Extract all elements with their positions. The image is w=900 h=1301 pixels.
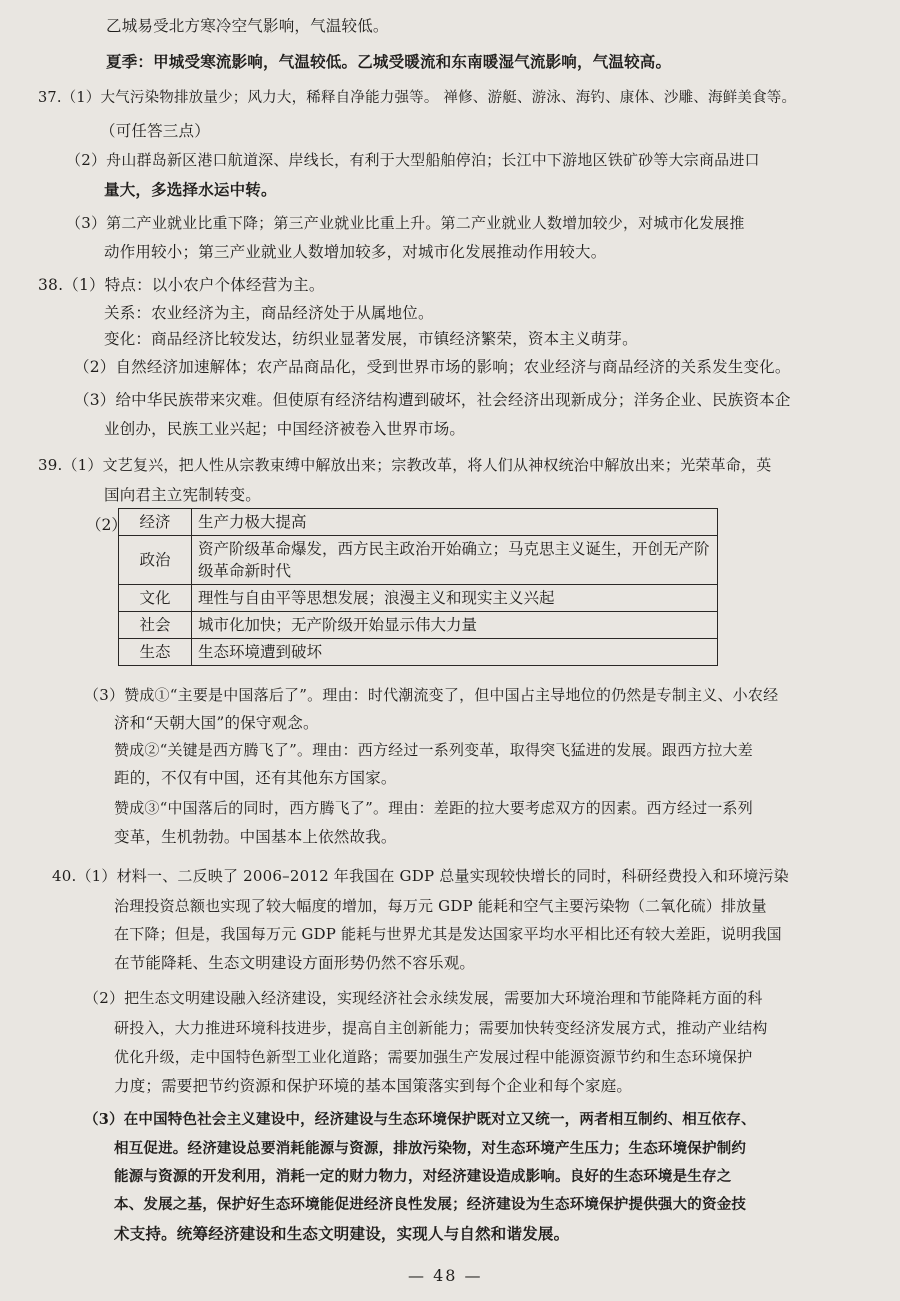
table-row: [119, 536, 718, 585]
table-row: [119, 509, 718, 536]
text-line: 39.（1）文艺复兴，把人性从宗教束缚中解放出来；宗教改革，将人们从神权统治中解放出来；光荣革命，英: [38, 456, 772, 474]
text-line: 赞成②“关键是西方腾飞了”。理由：西方经过一系列变革，取得突飞猛进的发展。跟西方拉大差: [114, 741, 753, 759]
text-line: 变革，生机勃勃。中国基本上依然故我。: [114, 828, 397, 846]
text-line: 在下降；但是，我国每万元 GDP 能耗与世界尤其是发达国家平均水平相比还有较大差距，说明我国: [114, 925, 782, 943]
table-number: （2）: [86, 516, 127, 534]
text-line: （2）舟山群岛新区港口航道深、岸线长，有利于大型船舶停泊；长江中下游地区铁矿砂等大宗商品进口: [66, 151, 760, 169]
table-row: [119, 612, 718, 639]
table-row-text: 理性与自由平等思想发展；浪漫主义和现实主义兴起: [192, 585, 718, 612]
text-line: （3）赞成①“主要是中国落后了”。理由：时代潮流变了，但中国占主导地位的仍然是专制主义、小农经: [84, 686, 779, 704]
text-line: 40.（1）材料一、二反映了 2006–2012 年我国在 GDP 总量实现较快增长的同时，科研经费投入和环境污染: [52, 867, 789, 885]
text-line: 夏季：甲城受寒流影响，气温较低。乙城受暖流和东南暖湿气流影响，气温较高。: [106, 52, 672, 71]
text-line: （3）在中国特色社会主义建设中，经济建设与生态环境保护既对立又统一，两者相互制约、相互依存、: [84, 1111, 756, 1128]
text-line: 本、发展之基，保护好生态环境能促进经济良性发展；经济建设为生态环境保护提供强大的资金技: [114, 1196, 747, 1213]
text-line: （3）给中华民族带来灾难。但使原有经济结构遭到破坏，社会经济出现新成分；洋务企业、民族资本企: [74, 391, 791, 409]
text-line: 乙城易受北方寒冷空气影响，气温较低。: [106, 17, 389, 35]
text-line: 研投入，大力推进环境科技进步，提高自主创新能力；需要加快转变经济发展方式，推动产业结构: [114, 1019, 768, 1037]
text-line: 相互促进。经济建设总要消耗能源与资源，排放污染物，对生态环境产生压力；生态环境保护制约: [114, 1140, 747, 1157]
table-row-text: 生态环境遭到破坏: [192, 639, 718, 666]
text-line: 37.（1）大气污染物排放量少；风力大，稀释自净能力强等。 禅修、游艇、游泳、海钓、康体、沙雕、海鲜美食等。: [38, 90, 797, 106]
text-line: 力度；需要把节约资源和保护环境的基本国策落实到每个企业和每个家庭。: [114, 1077, 633, 1095]
table-row-head: 政治: [119, 536, 192, 585]
text-line: 动作用较小；第三产业就业人数增加较多，对城市化发展推动作用较大。: [104, 243, 607, 261]
text-line: 济和“天朝大国”的保守观念。: [114, 714, 319, 732]
text-line: 能源与资源的开发利用，消耗一定的财力物力，对经济建设造成影响。良好的生态环境是生存之: [114, 1168, 732, 1185]
text-line: 量大，多选择水运中转。: [104, 180, 277, 199]
table-row-head: 经济: [119, 509, 192, 536]
table-row: [119, 585, 718, 612]
table-row-head: 社会: [119, 612, 192, 639]
table-row-text: 资产阶级革命爆发，西方民主政治开始确立；马克思主义诞生，开创无产阶级革命新时代: [192, 536, 718, 585]
text-line: 关系：农业经济为主，商品经济处于从属地位。: [104, 304, 434, 322]
text-line: （2）把生态文明建设融入经济建设，实现经济社会永续发展，需要加大环境治理和节能降耗方面的科: [84, 989, 763, 1007]
answer-table: [118, 508, 718, 666]
table-row-head: 生态: [119, 639, 192, 666]
text-line: 赞成③“中国落后的同时，西方腾飞了”。理由：差距的拉大要考虑双方的因素。西方经过一系列: [114, 799, 753, 817]
text-line: （3）第二产业就业比重下降；第三产业就业比重上升。第二产业就业人数增加较少，对城市化发展推: [66, 214, 745, 232]
text-line: 变化：商品经济比较发达，纺织业显著发展，市镇经济繁荣，资本主义萌芽。: [104, 330, 638, 348]
page-number: — 48 —: [408, 1266, 483, 1285]
text-line: 业创办，民族工业兴起；中国经济被卷入世界市场。: [104, 420, 466, 438]
text-line: （2）自然经济加速解体；农产品商品化，受到世界市场的影响；农业经济与商品经济的关系发生变化。: [74, 358, 791, 376]
table-row: [119, 639, 718, 666]
text-line: 距的，不仅有中国，还有其他东方国家。: [114, 769, 397, 787]
table-row-text: 生产力极大提高: [192, 509, 718, 536]
text-line: 治理投资总额也实现了较大幅度的增加，每万元 GDP 能耗和空气主要污染物（二氧化硫）排放量: [114, 897, 767, 915]
text-line: 术支持。统筹经济建设和生态文明建设，实现人与自然和谐发展。: [114, 1224, 570, 1243]
text-line: 优化升级，走中国特色新型工业化道路；需要加强生产发展过程中能源资源节约和生态环境保护: [114, 1048, 753, 1066]
text-line: （可任答三点）: [100, 122, 210, 140]
table-row-head: 文化: [119, 585, 192, 612]
table-row-text: 城市化加快；无产阶级开始显示伟大力量: [192, 612, 718, 639]
text-line: 38.（1）特点：以小农户个体经营为主。: [38, 276, 325, 294]
text-line: 在节能降耗、生态文明建设方面形势仍然不容乐观。: [114, 954, 476, 972]
text-line: 国向君主立宪制转变。: [104, 486, 262, 504]
